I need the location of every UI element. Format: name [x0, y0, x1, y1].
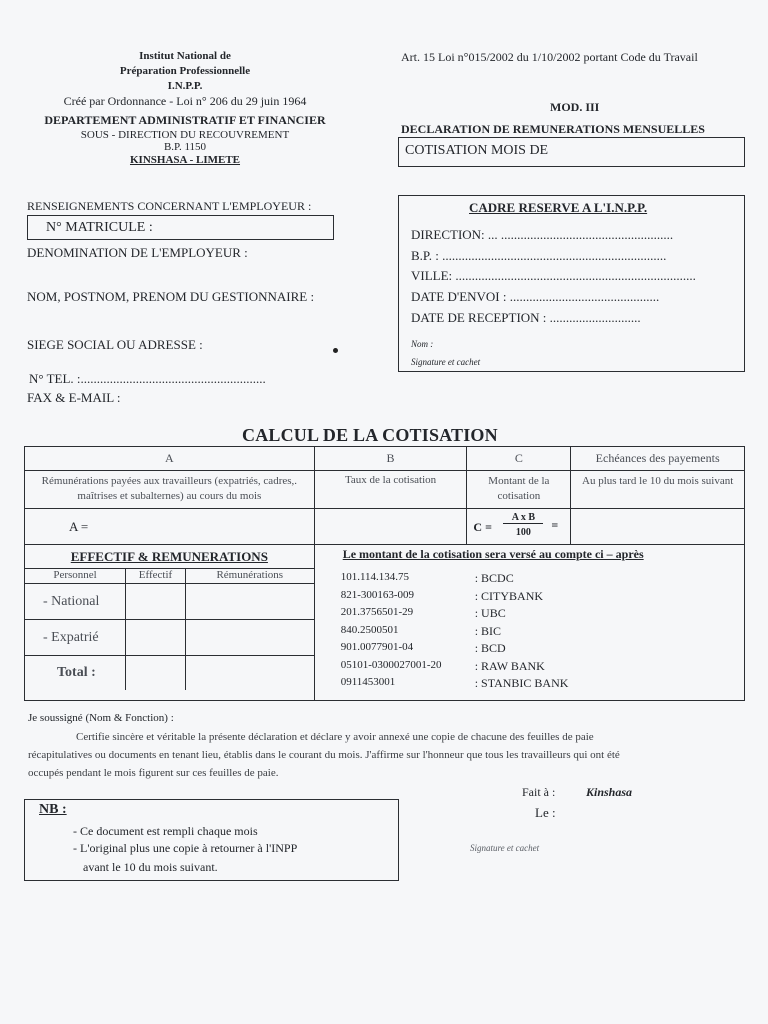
account-bank: : BIC — [474, 623, 502, 638]
accounts-section — [314, 545, 744, 701]
column-a-description: Rémunérations payées aux travailleurs (expatriés, cadres,. maîtrises et subalternes) au cours du mois — [25, 471, 315, 509]
date-label: Le : — [535, 805, 556, 820]
account-bank: : STANBIC BANK — [474, 676, 569, 690]
institute-acronym: I.N.P.P. — [167, 80, 203, 92]
location: KINSHASA - LIMETE — [129, 154, 241, 166]
calculation-table — [24, 446, 745, 701]
account-bank: : RAW BANK — [474, 658, 545, 673]
remunerations-header: Rémunérations — [185, 569, 313, 584]
nb-box — [24, 799, 399, 881]
accounts-title: Le montant de la cotisation sera versé au compte ci – après — [342, 547, 644, 561]
column-c-header: C — [467, 447, 571, 471]
reserved-reception-date[interactable]: DATE DE RECEPTION : ............................ — [411, 310, 641, 325]
reserved-box-title: CADRE RESERVE A L'I.N.P.P. — [469, 200, 648, 215]
account-number: 0911453001 — [340, 676, 396, 688]
national-remunerations-cell[interactable] — [185, 584, 313, 620]
form-title: DECLARATION DE REMUNERATIONS MENSUELLES — [401, 122, 705, 136]
declaration-line2: récapitulatives ou documents en tenant lieu, établis dans le courant du mois. J'affirme sur l'honneur que tous les travailleurs qui ont été — [28, 749, 620, 761]
calc-bottom-row — [25, 545, 745, 701]
value-d-cell — [571, 509, 745, 545]
value-a-cell[interactable] — [25, 509, 315, 545]
address-label: SIEGE SOCIAL OU ADRESSE : — [27, 337, 203, 352]
telephone-label: N° TEL. :......................................................... — [29, 371, 266, 386]
reserved-direction[interactable]: DIRECTION: ... ..................................................... — [411, 227, 674, 242]
declaration-line3: occupés pendant le mois figurent sur ces feuilles de paie. — [28, 767, 279, 779]
expatriate-label: - Expatrié — [25, 620, 126, 656]
national-effectif-cell[interactable] — [126, 584, 186, 620]
model-number: MOD. III — [550, 100, 600, 114]
total-label: Total : — [25, 656, 126, 690]
column-b-description: Taux de la cotisation — [314, 471, 467, 509]
nb-item-1: - Ce document est rempli chaque mois — [73, 824, 258, 838]
column-a-header: A — [25, 447, 315, 471]
manager-name-label: NOM, POSTNOM, PRENOM DU GESTIONNAIRE : — [27, 289, 315, 304]
account-bank: : UBC — [474, 606, 506, 620]
column-b-header: B — [314, 447, 467, 471]
account-bank: : BCD — [474, 641, 506, 655]
nb-title: NB : — [39, 802, 67, 817]
law-reference: Art. 15 Loi n°015/2002 du 1/10/2002 portant Code du Travail — [401, 50, 698, 64]
fait-a-label: Fait à : — [522, 785, 556, 799]
total-remunerations-cell[interactable] — [185, 656, 313, 690]
ink-dot — [333, 348, 338, 353]
account-bank: : CITYBANK — [474, 588, 544, 603]
effectif-section — [25, 545, 315, 701]
value-b-cell[interactable] — [314, 509, 467, 545]
reserved-inpp-box — [398, 195, 745, 372]
reserved-po-box[interactable]: B.P. : ..................................................................... — [411, 248, 667, 263]
account-bank: : BCDC — [474, 571, 514, 585]
fait-a-city: Kinshasa — [586, 785, 633, 799]
calculation-title: CALCUL DE LA COTISATION — [242, 425, 498, 445]
value-a-label: A = — [69, 519, 89, 534]
column-d-header: Echéances des payements — [571, 447, 745, 471]
employer-denomination-label: DENOMINATION DE L'EMPLOYEUR : — [27, 245, 248, 260]
creation-decree: Créé par Ordonnance - Loi n° 206 du 29 juin 1964 — [63, 94, 307, 108]
column-c-description: Montant de la cotisation — [467, 471, 571, 509]
expatriate-effectif-cell[interactable] — [126, 620, 186, 656]
month-field-label: COTISATION MOIS DE — [405, 143, 549, 158]
value-c-cell[interactable] — [467, 509, 571, 545]
expatriate-remunerations-cell[interactable] — [185, 620, 313, 656]
expatriate-row — [25, 620, 314, 656]
fax-email-label: FAX & E-MAIL : — [27, 390, 121, 405]
signer-label: Je soussigné (Nom & Fonction) : — [28, 712, 174, 724]
reserved-name-label: Nom : — [411, 339, 434, 349]
formula-equals: = — [551, 518, 559, 532]
national-row — [25, 584, 314, 620]
formula-denominator: 100 — [515, 527, 531, 538]
account-number: 821-300163-009 — [340, 588, 415, 601]
month-field-box[interactable] — [398, 137, 745, 167]
reserved-send-date[interactable]: DATE D'ENVOI : .............................................. — [411, 289, 660, 304]
nb-item-2: - L'original plus une copie à retourner à l'INPP — [73, 841, 298, 855]
declaration-line1: Certifie sincère et véritable la présente déclaration et déclare y avoir annexé une copie de chacune des feuilles de paie — [76, 731, 594, 743]
institute-name-line2: Préparation Professionnelle — [119, 65, 251, 77]
institute-header — [20, 50, 350, 166]
account-number: 05101-0300027001-20 — [340, 658, 442, 671]
account-number: 840.2500501 — [340, 623, 399, 636]
effectif-title: EFFECTIF & REMUNERATIONS — [70, 549, 268, 564]
institute-name-line1: Institut National de — [139, 50, 231, 62]
reserved-city[interactable]: VILLE: .......................................................................... — [411, 268, 696, 283]
department-name: DEPARTEMENT ADMINISTRATIF ET FINANCIER — [44, 113, 326, 127]
formula-numerator: A x B — [503, 512, 543, 524]
total-row — [25, 656, 314, 690]
value-c-label: C = — [473, 520, 492, 534]
reserved-signature-label: Signature et cachet — [411, 357, 481, 367]
column-d-description: Au plus tard le 10 du mois suivant — [571, 471, 745, 509]
national-label: - National — [25, 584, 126, 620]
matricule-label: N° MATRICULE : — [46, 220, 153, 235]
account-number: 201.3756501-29 — [340, 606, 414, 618]
po-box: B.P. 1150 — [163, 141, 207, 153]
employer-section-title: RENSEIGNEMENTS CONCERNANT L'EMPLOYEUR : — [27, 199, 312, 213]
sub-direction: SOUS - DIRECTION DU RECOUVREMENT — [80, 129, 290, 141]
effectif-table — [25, 568, 314, 690]
declaration-signature-label: Signature et cachet — [470, 843, 540, 853]
calc-header-row — [25, 447, 745, 471]
matricule-field[interactable] — [27, 215, 334, 240]
account-number: 901.0077901-04 — [340, 641, 414, 653]
personnel-header: Personnel — [25, 569, 126, 584]
calc-value-row — [25, 509, 745, 545]
effectif-header: Effectif — [126, 569, 186, 584]
nb-item-3: avant le 10 du mois suivant. — [83, 860, 218, 874]
effectif-header-row — [25, 569, 314, 584]
total-effectif-cell[interactable] — [126, 656, 186, 690]
account-number: 101.114.134.75 — [340, 571, 410, 583]
calc-description-row — [25, 471, 745, 509]
